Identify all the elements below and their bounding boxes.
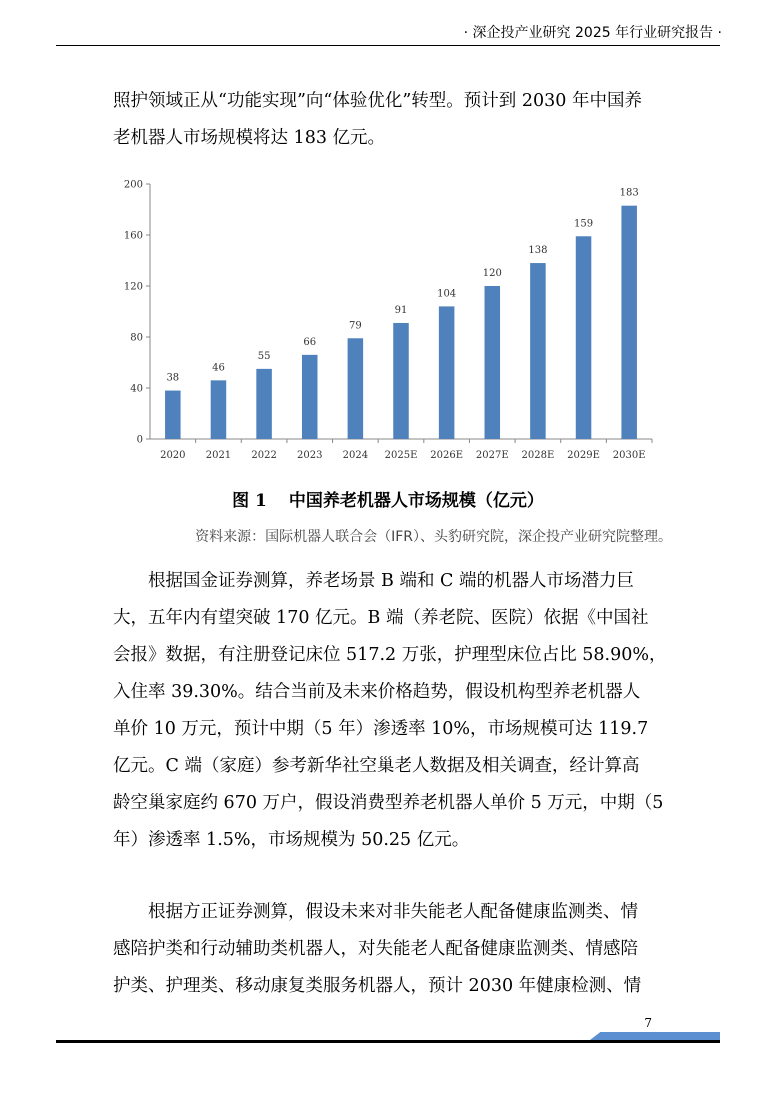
footer-accent-bar xyxy=(590,1032,720,1040)
text-line: 入住率 39.30%。结合当前及未来价格趋势，假设机构型养老机器人 xyxy=(113,682,641,702)
text-line: 护类、护理类、移动康复类服务机器人，预计 2030 年健康检测、情 xyxy=(113,976,642,996)
body-paragraph-1 xyxy=(113,563,668,859)
x-tick-label: 2022 xyxy=(251,450,277,461)
y-tick-label: 120 xyxy=(123,281,143,293)
x-tick-label: 2029E xyxy=(567,450,600,461)
bar xyxy=(439,306,455,439)
text-line: 年）渗透率 1.5%，市场规模为 50.25 亿元。 xyxy=(113,830,470,850)
bar xyxy=(348,338,364,439)
text-line: 感陪护类和行动辅助类机器人，对失能老人配备健康监测类、情感陪 xyxy=(113,939,638,959)
bar xyxy=(530,263,546,439)
x-tick-label: 2026E xyxy=(430,450,464,461)
figure-source: 资料来源：国际机器人联合会（IFR）、头豹研究院，深企投产业研究院整理。 xyxy=(195,529,672,545)
text-line: 会报》数据，有注册登记床位 517.2 万张，护理型床位占比 58.90%， xyxy=(113,645,667,665)
intro-paragraph xyxy=(113,83,668,157)
text-line: 龄空巢家庭约 670 万户，假设消费型养老机器人单价 5 万元，中期（5 xyxy=(113,793,664,813)
y-tick-label: 40 xyxy=(130,383,143,395)
x-tick-label: 2020 xyxy=(160,450,186,461)
text-line: 大，五年内有望突破 170 亿元。B 端（养老院、医院）依据《中国社 xyxy=(113,608,649,628)
x-tick-label: 2023 xyxy=(297,450,323,461)
bar-value-label: 66 xyxy=(303,336,317,348)
text-line: 亿元。C 端（家庭）参考新华社空巢老人数据及相关调查，经计算高 xyxy=(113,756,640,776)
body-paragraph-2 xyxy=(113,894,668,1005)
footer-divider xyxy=(56,1040,720,1043)
chart-axes xyxy=(124,180,652,462)
bar-value-label: 46 xyxy=(212,362,225,374)
x-tick-label: 2025E xyxy=(384,450,418,461)
x-tick-label: 2027E xyxy=(475,450,509,461)
text-line: 照护领域正从“功能实现”向“体验优化”转型。预计到 2030 年中国养 xyxy=(113,91,642,111)
x-tick-label: 2028E xyxy=(521,450,555,461)
bar-value-label: 104 xyxy=(437,288,457,300)
bar xyxy=(256,369,272,439)
bar xyxy=(302,355,318,439)
bar xyxy=(211,380,227,439)
x-tick-label: 2021 xyxy=(205,450,232,461)
bar xyxy=(485,286,501,439)
figure-title: 中国养老机器人市场规模（亿元） xyxy=(288,491,544,511)
bar xyxy=(393,323,409,439)
y-tick-label: 80 xyxy=(130,332,143,344)
bar-value-label: 159 xyxy=(573,218,594,230)
y-tick-label: 160 xyxy=(123,230,143,242)
text-line: 根据国金证券测算，养老场景 B 端和 C 端的机器人市场潜力巨 xyxy=(148,571,634,591)
page-number: 7 xyxy=(644,1016,652,1030)
text-line: 单价 10 万元，预计中期（5 年）渗透率 10%，市场规模可达 119.7 xyxy=(113,719,649,739)
header-divider xyxy=(56,45,720,46)
bar-value-label: 183 xyxy=(619,187,639,199)
bar xyxy=(576,236,592,439)
text-line: 根据方正证券测算，假设未来对非失能老人配备健康监测类、情 xyxy=(148,902,638,922)
bar xyxy=(621,206,637,439)
market-size-bar-chart xyxy=(110,172,670,468)
figure-caption xyxy=(0,486,776,511)
x-tick-label: 2030E xyxy=(612,450,646,461)
bar-value-label: 79 xyxy=(348,320,362,332)
chart-bars xyxy=(165,188,639,439)
y-tick-label: 200 xyxy=(123,179,143,191)
bar-value-label: 55 xyxy=(257,350,271,362)
bar-value-label: 38 xyxy=(166,372,180,384)
figure-number: 图 1 xyxy=(232,491,267,511)
text-line: 老机器人市场规模将达 183 亿元。 xyxy=(113,128,386,148)
bar-value-label: 138 xyxy=(528,245,548,257)
running-header: · 深企投产业研究 2025 年行业研究报告 · xyxy=(463,25,722,41)
bar-value-label: 91 xyxy=(394,304,408,316)
bar-value-label: 120 xyxy=(482,268,502,279)
y-tick-label: 0 xyxy=(136,434,143,446)
x-tick-label: 2024 xyxy=(342,450,369,461)
bar xyxy=(165,391,181,439)
